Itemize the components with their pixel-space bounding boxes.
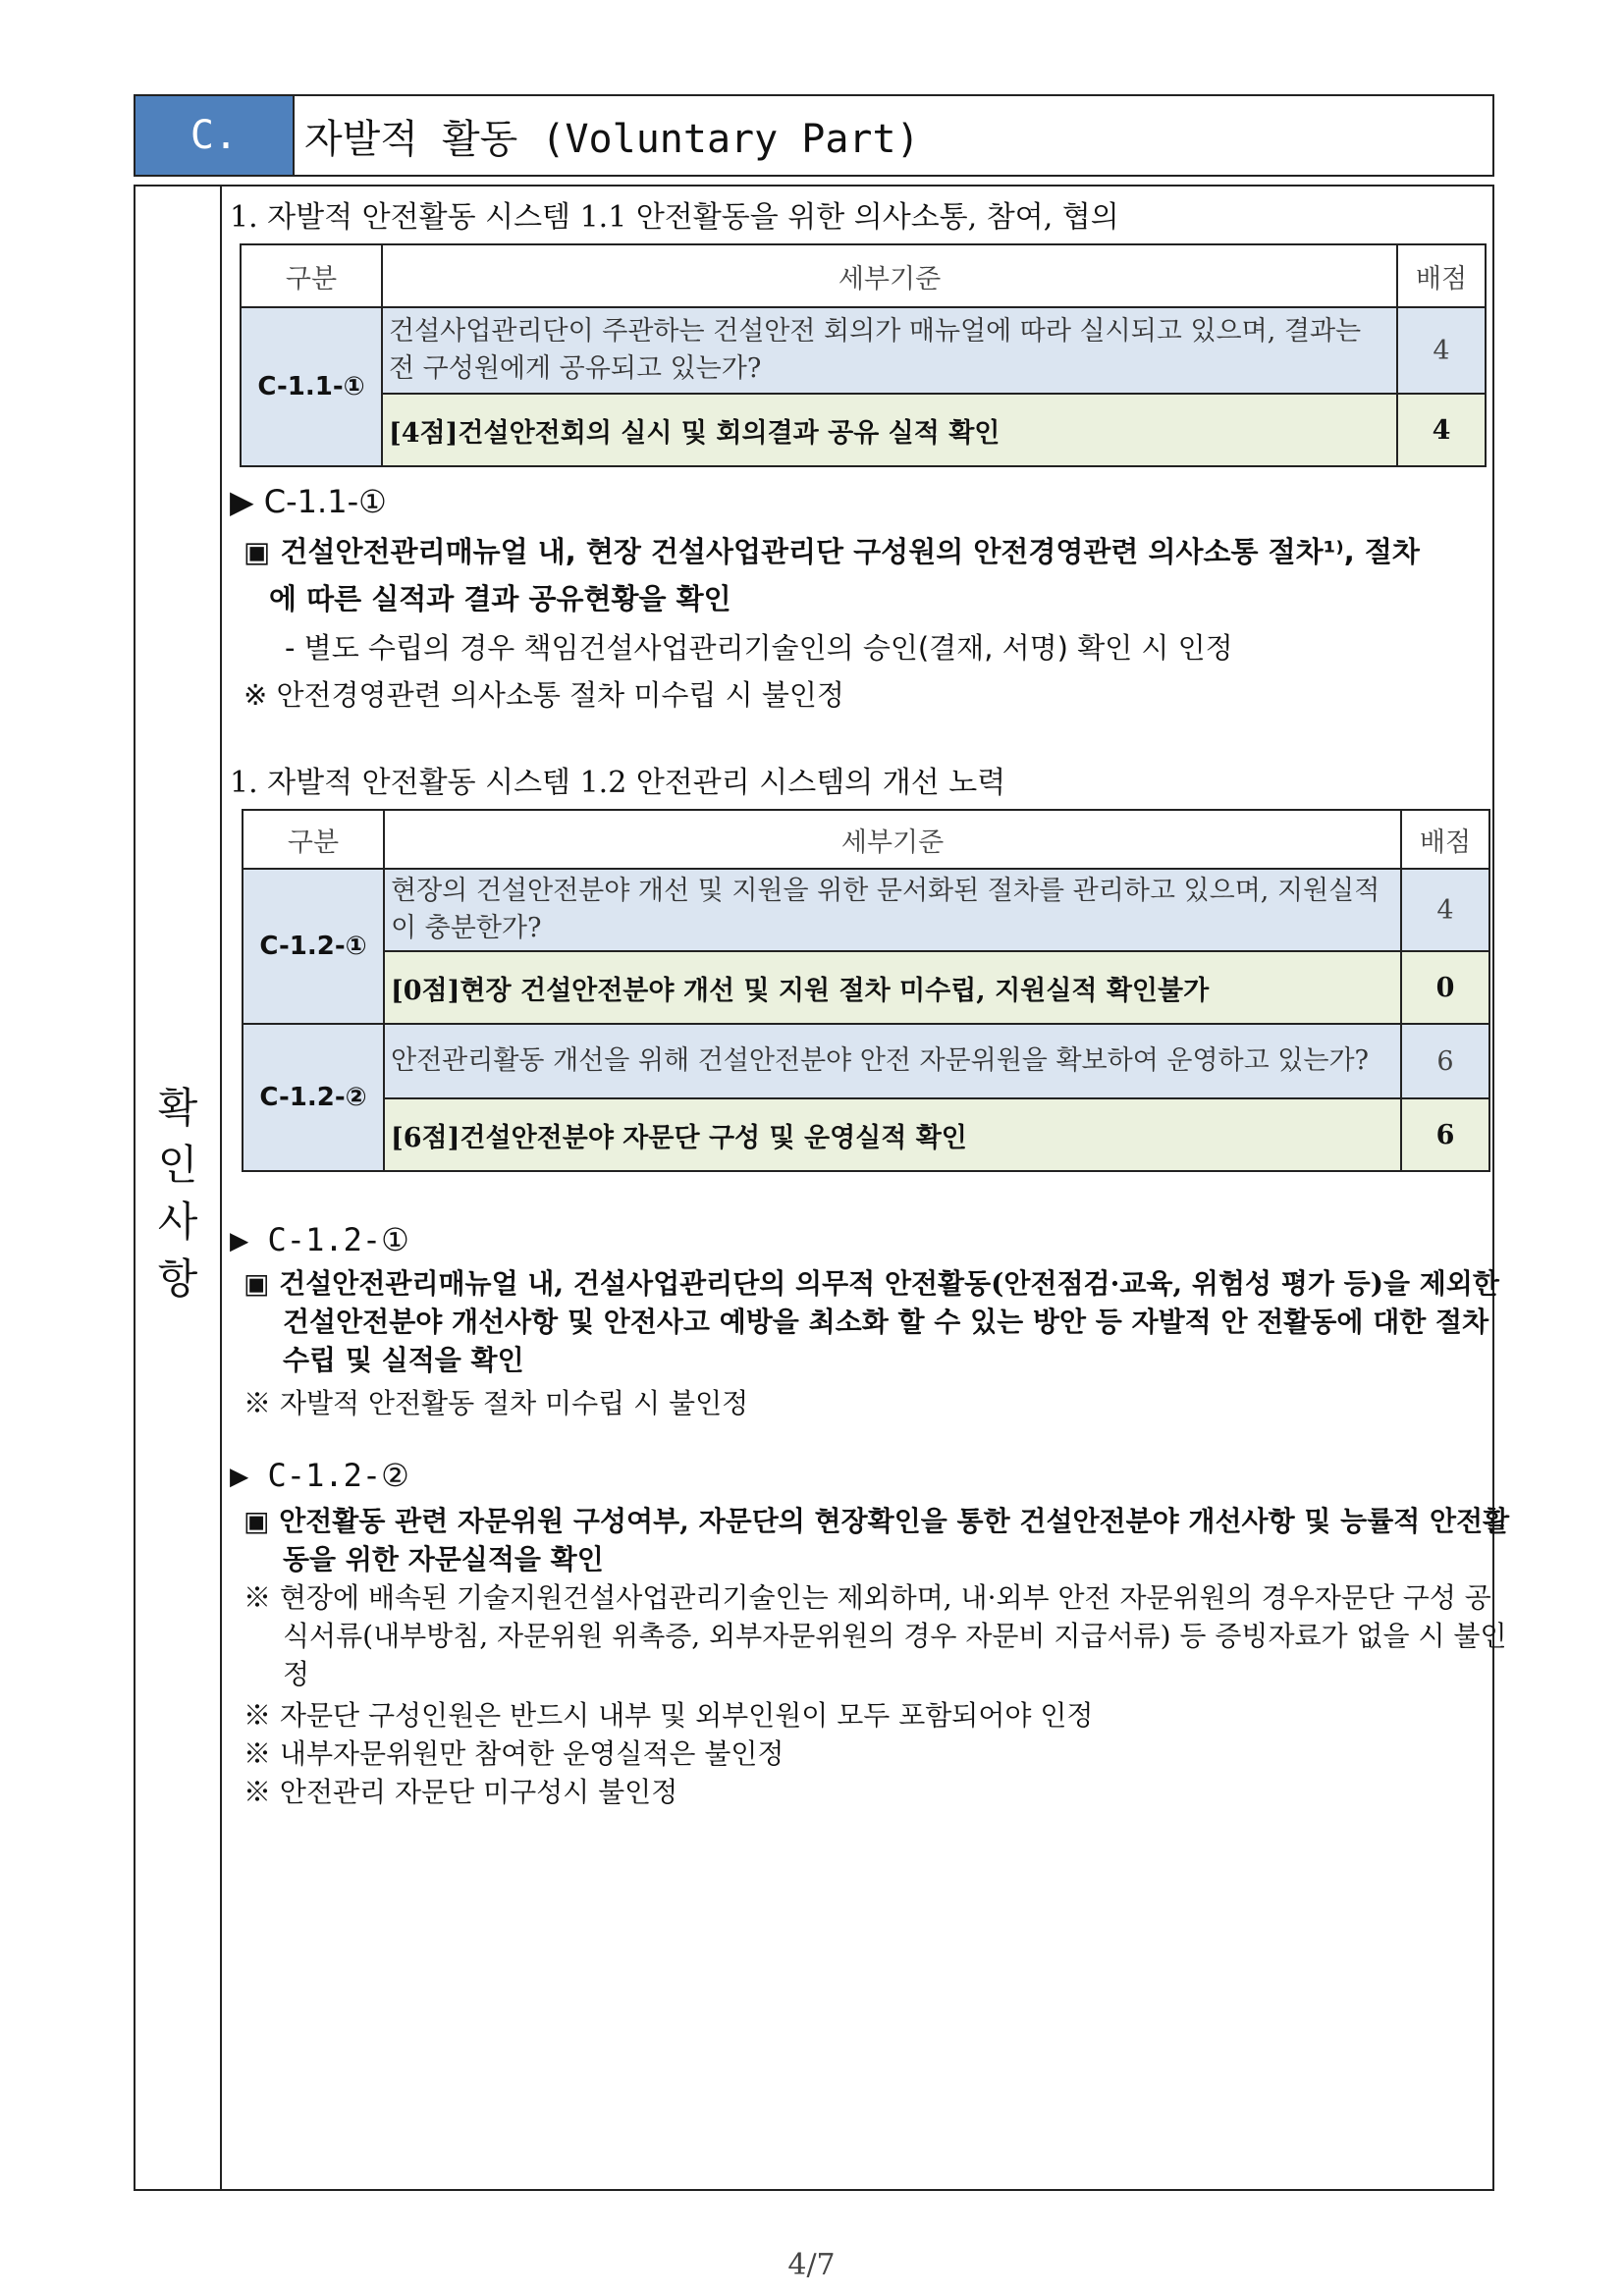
- note-remark-c-1-2-2: ※ 자문단 구성인원은 반드시 내부 및 외부인원이 모두 포함되어야 인정: [243, 1699, 1094, 1732]
- section-title: 자발적 활동 (Voluntary Part): [304, 116, 920, 162]
- subsection-title-1-2: 1. 자발적 안전활동 시스템 1.2 안전관리 시스템의 개선 노력: [230, 766, 1006, 800]
- criteria-description: 건설사업관리단이 주관하는 건설안전 회의가 매뉴얼에 따라 실시되고 있으며, 결과는 전 구성원에게 공유되고 있는가?: [382, 307, 1397, 394]
- section-code: C.: [135, 96, 295, 175]
- subsection-title-1-1: 1. 자발적 안전활동 시스템 1.1 안전활동을 위한 의사소통, 참여, 협의: [230, 200, 1119, 235]
- note-heading-c-1-2-2: ▶ C-1.2-②: [230, 1457, 409, 1494]
- col-header-category: 구분: [241, 244, 382, 307]
- note-remark-c-1-2-2: ※ 안전관리 자문단 미구성시 불인정: [243, 1776, 678, 1808]
- note-remark-c-1-1-1: ※ 안전경영관련 의사소통 절차 미수립 시 불인정: [243, 678, 844, 712]
- col-header-criteria: 세부기준: [384, 810, 1401, 869]
- criteria-description: 안전관리활동 개선을 위해 건설안전분야 안전 자문위원을 확보하여 운영하고 있는가?: [384, 1024, 1401, 1098]
- criteria-code: C-1.1-①: [241, 307, 382, 466]
- criteria-result-score: 0: [1401, 951, 1489, 1024]
- note-heading-c-1-1-1: ▶ C-1.1-①: [230, 483, 387, 520]
- note-remark-c-1-2-1: ※ 자발적 안전활동 절차 미수립 시 불인정: [243, 1387, 749, 1419]
- section-header: [134, 94, 1494, 177]
- note-heading-c-1-2-1: ▶ C-1.2-①: [230, 1221, 409, 1258]
- criteria-result-score: 4: [1397, 394, 1486, 466]
- side-label: 확 인 사 항: [157, 1084, 198, 1303]
- criteria-result: [4점]건설안전회의 실시 및 회의결과 공유 실적 확인: [382, 394, 1397, 466]
- note-item-c-1-1-1: ▣ 건설안전관리매뉴얼 내, 현장 건설사업관리단 구성원의 안전경영관련 의사소통 절차¹⁾, 절차: [243, 535, 1420, 568]
- note-item-c-1-2-2: ▣ 안전활동 관련 자문위원 구성여부, 자문단의 현장확인을 통한 건설안전분야 개선사항 및 능률적 안전활동을 위한 자문실적을 확인: [243, 1505, 1510, 1575]
- note-remark-c-1-2-2: ※ 내부자문위원만 참여한 운영실적은 불인정: [243, 1737, 784, 1770]
- criteria-table-1-2: [242, 809, 1490, 1172]
- criteria-code: C-1.2-②: [243, 1024, 384, 1171]
- criteria-score: 4: [1397, 307, 1486, 394]
- criteria-result: [6점]건설안전분야 자문단 구성 및 운영실적 확인: [384, 1098, 1401, 1171]
- criteria-score: 4: [1401, 869, 1489, 951]
- criteria-description: 현장의 건설안전분야 개선 및 지원을 위한 문서화된 절차를 관리하고 있으며, 지원실적이 충분한가?: [384, 869, 1401, 951]
- criteria-result-score: 6: [1401, 1098, 1489, 1171]
- criteria-result: [0점]현장 건설안전분야 개선 및 지원 절차 미수립, 지원실적 확인불가: [384, 951, 1401, 1024]
- criteria-code: C-1.2-①: [243, 869, 384, 1024]
- note-item-c-1-1-1-cont: 에 따른 실적과 결과 공유현황을 확인: [269, 582, 731, 615]
- criteria-table-1-1: [240, 243, 1487, 467]
- page-number: 4/7: [787, 2248, 836, 2282]
- content-area: [230, 187, 1510, 2189]
- note-sub-c-1-1-1: - 별도 수립의 경우 책임건설사업관리기술인의 승인(결재, 서명) 확인 시 인정: [285, 631, 1233, 665]
- note-item-c-1-2-1: ▣ 건설안전관리매뉴얼 내, 건설사업관리단의 의무적 안전활동(안전점검·교육, 위험성 평가 등)을 제외한 건설안전분야 개선사항 및 안전사고 예방을 최소화 할 수 있는 방안 등 자발적 안 전활동에 대한 절차 수립 및 실적을 확인: [243, 1267, 1499, 1376]
- criteria-score: 6: [1401, 1024, 1489, 1098]
- col-header-score: 배점: [1401, 810, 1489, 869]
- note-remark-c-1-2-2: ※ 현장에 배속된 기술지원건설사업관리기술인는 제외하며, 내·외부 안전 자문위원의 경우자문단 구성 공식서류(내부방침, 자문위원 위촉증, 외부자문위원의 경우 자문비 지급서류) 등 증빙자료가 없을 시 불인정: [243, 1581, 1507, 1690]
- side-column: [135, 187, 222, 2189]
- col-header-score: 배점: [1397, 244, 1486, 307]
- col-header-criteria: 세부기준: [382, 244, 1397, 307]
- main-frame: [134, 185, 1510, 2191]
- col-header-category: 구분: [243, 810, 384, 869]
